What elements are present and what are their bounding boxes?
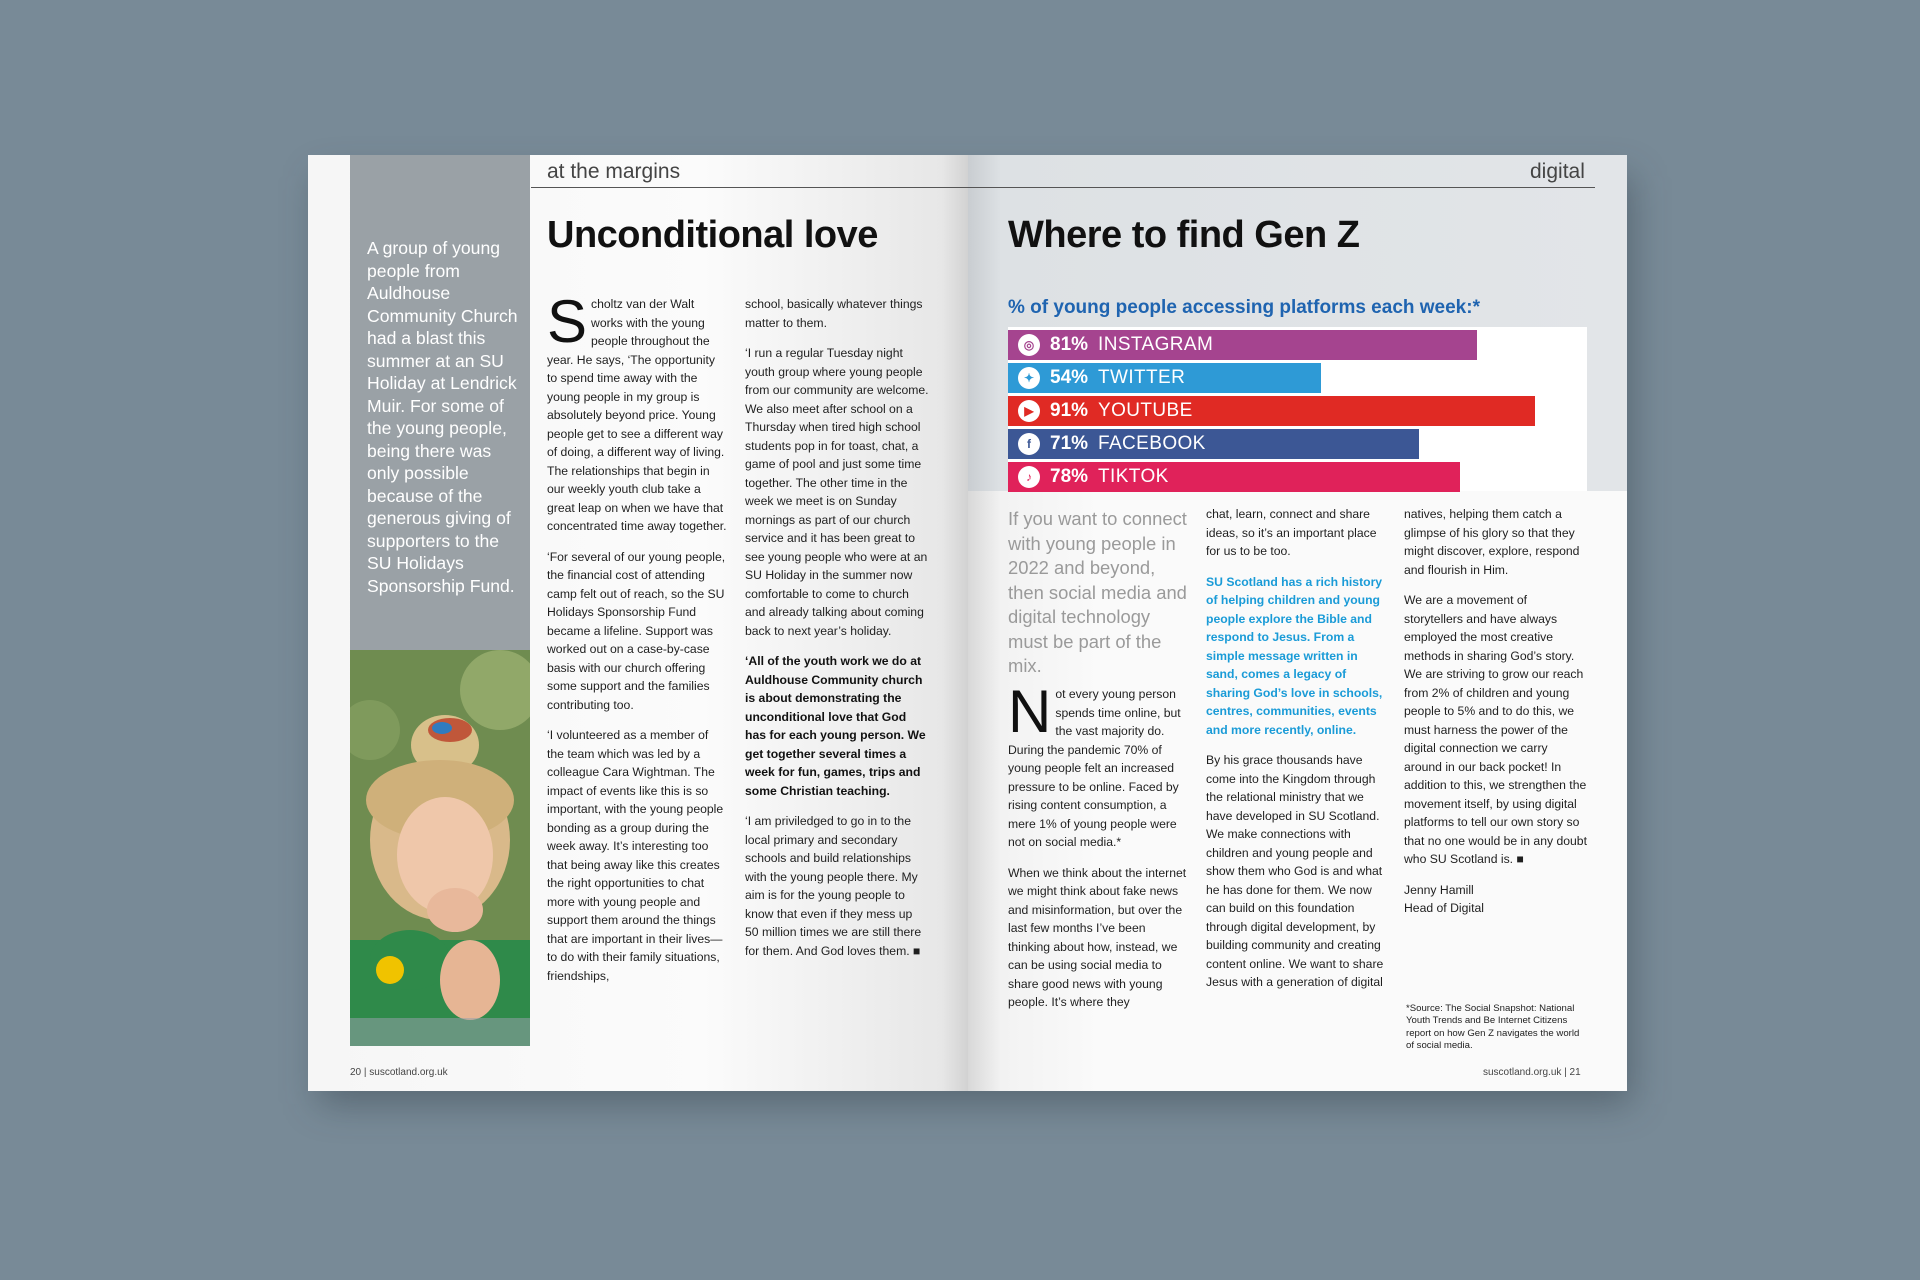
youtube-icon: ▶ bbox=[1018, 400, 1040, 422]
paragraph: We are a movement of storytellers and have always employed the most creative methods in sharing God’s story. We are striving to grow our reach from 2% of children and young people to 5% and to do this, we must harness the power of the digital connection we carry around in our back pocket! In addition to this, we strengthen the movement itself, by using digital platforms to tell our own story so that no one would be in any doubt who SU Scotland is. ■ bbox=[1404, 593, 1587, 866]
magazine-spread bbox=[308, 155, 1627, 1091]
chart-value-label: 71% bbox=[1050, 433, 1089, 454]
chart-category-label: FACEBOOK bbox=[1098, 433, 1206, 454]
chart-category-label: TIKTOK bbox=[1098, 466, 1169, 487]
right-page-footer: suscotland.org.uk | 21 bbox=[1483, 1067, 1581, 1078]
chart-bar-twitter bbox=[1008, 363, 1321, 393]
highlight-paragraph-blue: SU Scotland has a rich history of helping children and young people explore the Bible and respond to Jesus. From a simple message written in sand, comes a legacy of sharing God’s love in schools, centres, communities, events and more recently, online. bbox=[1206, 574, 1383, 737]
left-column-2 bbox=[745, 295, 929, 972]
twitter-icon: ✦ bbox=[1018, 367, 1040, 389]
paragraph: choltz van der Walt works with the young people throughout the year. He says, ‘The opportunity to spend time away with the young people in my group is absolutely beyond price. Young people get to see a different way of doing, a different way of living. The relationships that begin in our weekly youth club take a great leap on when we have that concentrated time away together. bbox=[547, 297, 727, 533]
facebook-icon: f bbox=[1018, 433, 1040, 455]
platform-usage-chart bbox=[1008, 327, 1587, 491]
paragraph: chat, learn, connect and share ideas, so it’s an important place for us to be too. bbox=[1206, 507, 1377, 558]
author-name: Jenny Hamill bbox=[1404, 882, 1474, 897]
chart-bar-instagram bbox=[1008, 330, 1477, 360]
author-role: Head of Digital bbox=[1404, 901, 1484, 915]
chart-value-label: 91% bbox=[1050, 400, 1089, 421]
right-column-3 bbox=[1404, 505, 1588, 930]
left-page-footer: 20 | suscotland.org.uk bbox=[350, 1067, 448, 1078]
chart-category-label: YOUTUBE bbox=[1098, 400, 1193, 421]
paragraph: school, basically whatever things matter to them. bbox=[745, 297, 923, 330]
chart-value-label: 81% bbox=[1050, 334, 1089, 355]
section-label-left: at the margins bbox=[547, 160, 681, 183]
praying-girl-photo bbox=[350, 650, 530, 1046]
chart-bar-tiktok bbox=[1008, 462, 1460, 492]
left-column-1 bbox=[547, 288, 727, 997]
chart-value-label: 54% bbox=[1050, 367, 1089, 388]
paragraph: ‘I am priviledged to go in to the local primary and secondary schools and build relationships with the young people there. My aim is for the young people to know that even if they mess up 50 million times we are still there for them. And God loves them. ■ bbox=[745, 814, 922, 958]
dropcap-n: N bbox=[1008, 678, 1052, 745]
paragraph: By his grace thousands have come into the Kingdom through the relational ministry that we have developed in SU Scotland. We make connections with children and young people and show them who God is and what he has done for them. We now can build on this foundation through digital development, by building community and creating content online. We want to share Jesus with a generation of digital bbox=[1206, 753, 1384, 989]
paragraph: ‘I volunteered as a member of the team which was led by a colleague Cara Wightman. The impact of events like this is so important, with the young people bonding as a group during the week away. It’s interesting too that being away like this creates the right opportunities to chat more with young people and support them around the things that are important in their lives—to do with their family situations, friendships, bbox=[547, 728, 724, 983]
paragraph: natives, helping them catch a glimpse of his glory so that they might discover, explore, respond and flourish in Him. bbox=[1404, 507, 1580, 577]
left-article-title: Unconditional love bbox=[547, 214, 878, 256]
paragraph: ot every young person spends time online, but the vast majority do. During the pandemic 70% of young people felt an increased pressure to be online. Faced by rising content consumption, a mere 1% of young people were not on social media.* bbox=[1008, 687, 1181, 849]
source-footnote: *Source: The Social Snapshot: National Youth Trends and Be Internet Citizens report on how Gen Z navigates the world of social media. bbox=[1406, 1003, 1580, 1052]
section-label-right: digital bbox=[1530, 160, 1585, 183]
dropcap-s: S bbox=[547, 288, 588, 355]
right-column-2 bbox=[1206, 505, 1390, 1004]
chart-category-label: INSTAGRAM bbox=[1098, 334, 1214, 355]
chart-title: % of young people accessing platforms each week:* bbox=[1008, 297, 1480, 318]
paragraph: When we think about the internet we might think about fake news and misinformation, but over the last few months I’ve been thinking about how, instead, we can be using social media to share good news with young people. It’s where they bbox=[1008, 865, 1187, 1009]
right-article-title: Where to find Gen Z bbox=[1008, 214, 1360, 256]
chart-category-label: TWITTER bbox=[1098, 367, 1186, 388]
chart-value-label: 78% bbox=[1050, 466, 1089, 487]
sidebar-caption: A group of young people from Auldhouse Community Church had a blast this summer at an SU Holiday at Lendrick Muir. For some of the young people, being there was only possible because of the generous giving of supporters to the SU Holidays Sponsorship Fund. bbox=[367, 238, 518, 596]
intro-text: If you want to connect with young people in 2022 and beyond, then social media and digital technology must be part of the mix. bbox=[1008, 508, 1187, 676]
photo-overlay-strip bbox=[350, 1018, 530, 1046]
paragraph: ‘I run a regular Tuesday night youth group where young people from our community are welcome. We also meet after school on a Thursday when tired high school students pop in for toast, chat, a game of pool and just some time together. The other time in the week we meet is on Sunday mornings as part of our church service and it has been great to see young people who were at an SU Holiday in the summer now comfortable to come to church and already talking about coming back to next year’s holiday. bbox=[745, 346, 929, 638]
section-rule-right bbox=[968, 187, 1595, 188]
pull-paragraph-bold: ‘All of the youth work we do at Auldhouse Community church is about demonstrating the unconditional love that God has for each young person. We get together several times a week for fun, games, trips and some Christian teaching. bbox=[745, 654, 926, 798]
instagram-icon: ◎ bbox=[1018, 334, 1040, 356]
chart-bar-facebook bbox=[1008, 429, 1419, 459]
paragraph: ‘For several of our young people, the financial cost of attending camp felt out of reach, so the SU Holidays Sponsorship Fund became a lifeline. Support was worked out on a case-by-case basis with our church offering some support and the families contributing too. bbox=[547, 549, 726, 712]
photo-illustration bbox=[350, 650, 530, 1046]
section-rule-left bbox=[531, 187, 968, 188]
tiktok-icon: ♪ bbox=[1018, 466, 1040, 488]
chart-bar-youtube bbox=[1008, 396, 1535, 426]
right-column-1 bbox=[1008, 678, 1188, 1024]
